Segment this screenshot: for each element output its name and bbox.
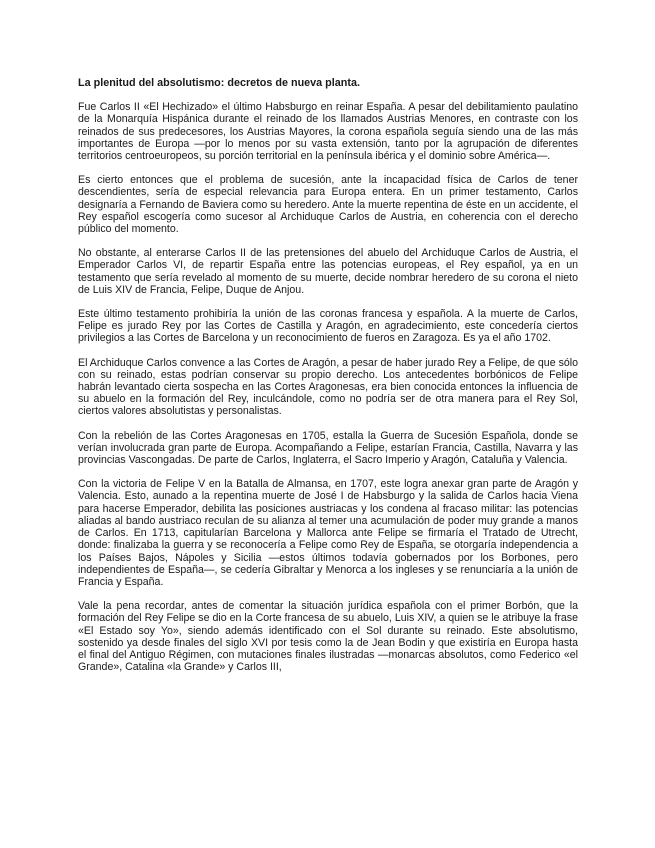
paragraph-8: Vale la pena recordar, antes de comentar la situación jurídica española con el primer Borbón, que la formación del Rey Felipe se dio en la Corte francesa de su abuelo, Luis XIV, a quien se le atribuye la frase «El Estado soy Yo», siendo además identificado con el Sol durante su reinado. Este absolutismo, sostenido ya desde finales del siglo XVI por tesis como la de Jean Bodin y que existiría en Europa hasta el final del Antiguo Régimen, con mutaciones finales ilustradas —monarcas absolutos, como Federico «el Grande», Catalina «la Grande» y Carlos III,: [78, 600, 578, 674]
paragraph-1: Fue Carlos II «El Hechizado» el último Habsburgo en reinar España. A pesar del debilitamiento paulatino de la Monarquía Hispánica durante el reinado de los llamados Austrias Menores, en contraste con los reinados de sus predecesores, los Austrias Mayores, la corona española seguía siendo una de las más importantes de Europa —por lo menos por su vasta extensión, tanto por la agrupación de diferentes territorios centroeuropeos, su porción territorial en la península ibérica y el dominio sobre América—.: [78, 101, 578, 163]
paragraph-6: Con la rebelión de las Cortes Aragonesas en 1705, estalla la Guerra de Sucesión Española, donde se verían involucrada gran parte de Europa. Acompañando a Felipe, estarían Francia, Castilla, Navarra y las provincias Vascongadas. De parte de Carlos, Inglaterra, el Sacro Imperio y Aragón, Cataluña y Valencia.: [78, 429, 578, 467]
paragraph-3: No obstante, al enterarse Carlos II de las pretensiones del abuelo del Archiduque Carlos de Austria, el Emperador Carlos VI, de repartir España entre las potencias europeas, el Rey español, ya en un testamento que sería revelado al momento de su muerte, decide nombrar heredero de su corona el nieto de Luis XIV de Francia, Felipe, Duque de Anjou.: [78, 247, 578, 296]
paragraph-4: Este último testamento prohibiría la unión de las coronas francesa y española. A la muerte de Carlos, Felipe es jurado Rey por las Cortes de Castilla y Aragón, en agradecimiento, este concedería ciertos privilegios a las Cortes de Barcelona y un reconocimiento de fueros en Zaragoza. Es ya el año 1702.: [78, 308, 578, 345]
paragraph-7: Con la victoria de Felipe V en la Batalla de Almansa, en 1707, este logra anexar gran parte de Aragón y Valencia. Esto, aunado a la repentina muerte de José I de Habsburgo y la salida de Carlos hacia Viena para hacerse Emperador, debilita las posiciones austriacas y los condena al fracaso militar: las potencias aliadas al bando austriaco reculan de su alianza al temer una acumulación de poder muy grande a manos de Carlos. En 1713, capitularían Barcelona y Mallorca ante Felipe se firmaría el Tratado de Utrecht, donde: finalizaba la guerra y se reconocería a Felipe como Rey de España, se otorgaría independencia a los Países Bajos, Nápoles y Sicilia —estos últimos todavía gobernados por los Borbones, pero independientes de España—, se cedería Gibraltar y Menorca a los ingleses y se renunciaría a la unión de Francia y España.: [78, 478, 578, 588]
paragraph-5: El Archiduque Carlos convence a las Cortes de Aragón, a pesar de haber jurado Rey a Felipe, de que sólo con su reinado, estas podrían conservar su propio derecho. Los antecedentes borbónicos de Felipe habrán levantado cierta sospecha en las Cortes Aragonesas, era bien conocida entonces la influencia de su abuelo en la formación del Rey, inculcándole, como no podría ser de otra manera para el Rey Sol, ciertos valores absolutistas y personalistas.: [78, 356, 578, 418]
document-title: La plenitud del absolutismo: decretos de nueva planta.: [78, 77, 360, 89]
document-page: [78, 77, 578, 685]
paragraph-2: Es cierto entonces que el problema de sucesión, ante la incapacidad física de Carlos de tener descendientes, sería de especial relevancia para Europa entera. En un primer testamento, Carlos designaría a Fernando de Baviera como su heredero. Ante la muerte repentina de éste en un accidente, el Rey español escogería como sucesor al Archiduque Carlos de Austria, en coherencia con el derecho público del momento.: [78, 174, 578, 236]
